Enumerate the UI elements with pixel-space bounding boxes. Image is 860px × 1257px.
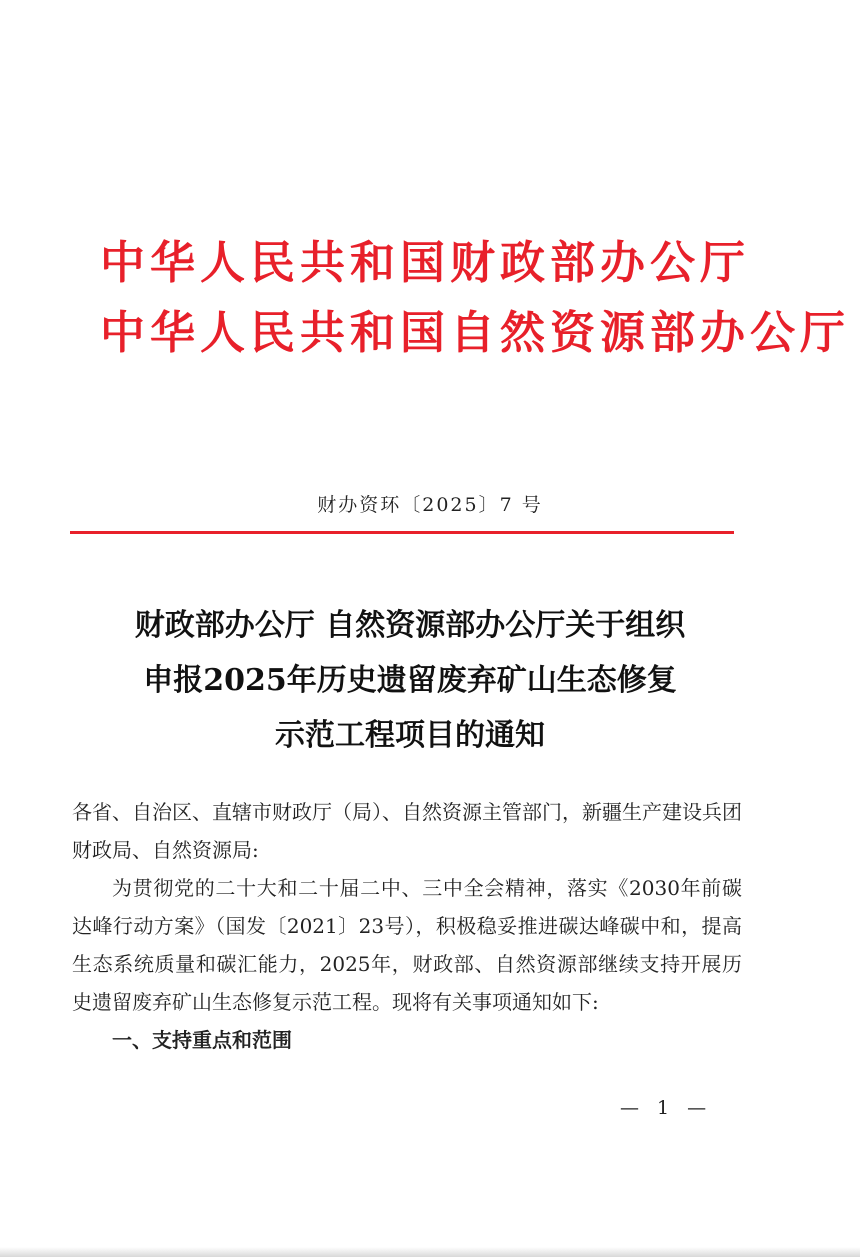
page-number: — 1 — xyxy=(620,1097,713,1119)
issuing-authority-header xyxy=(100,228,851,368)
header-line-natural-resources: 中华人民共和国自然资源部办公厅 xyxy=(100,306,851,359)
red-divider-line xyxy=(70,531,734,534)
title-line-1: 财政部办公厅 自然资源部办公厅关于组织 xyxy=(134,608,686,643)
document-number: 财办资环〔2025〕7 号 xyxy=(317,494,543,516)
section-heading: 一、支持重点和范围 xyxy=(112,1028,292,1052)
header-line-finance: 中华人民共和国财政部办公厅 xyxy=(100,236,751,289)
document-body xyxy=(72,793,742,1059)
title-line-2: 申报2025年历史遗留废弃矿山生态修复 xyxy=(143,663,677,698)
scan-edge xyxy=(0,1247,860,1257)
body-paragraph: 为贯彻党的二十大和二十届二中、三中全会精神，落实《2030年前碳达峰行动方案》（国发〔2021〕23号），积极稳妥推进碳达峰碳中和，提高生态系统质量和碳汇能力，2025年，财政部、自然资源部继续支持开展历史遗留废弃矿山生态修复示范工程。现将有关事项通知如下: xyxy=(72,876,742,1014)
document-title xyxy=(60,598,760,763)
salutation: 各省、自治区、直辖市财政厅（局）、自然资源主管部门，新疆生产建设兵团财政局、自然资源局: xyxy=(72,800,742,862)
title-line-3: 示范工程项目的通知 xyxy=(275,718,545,753)
